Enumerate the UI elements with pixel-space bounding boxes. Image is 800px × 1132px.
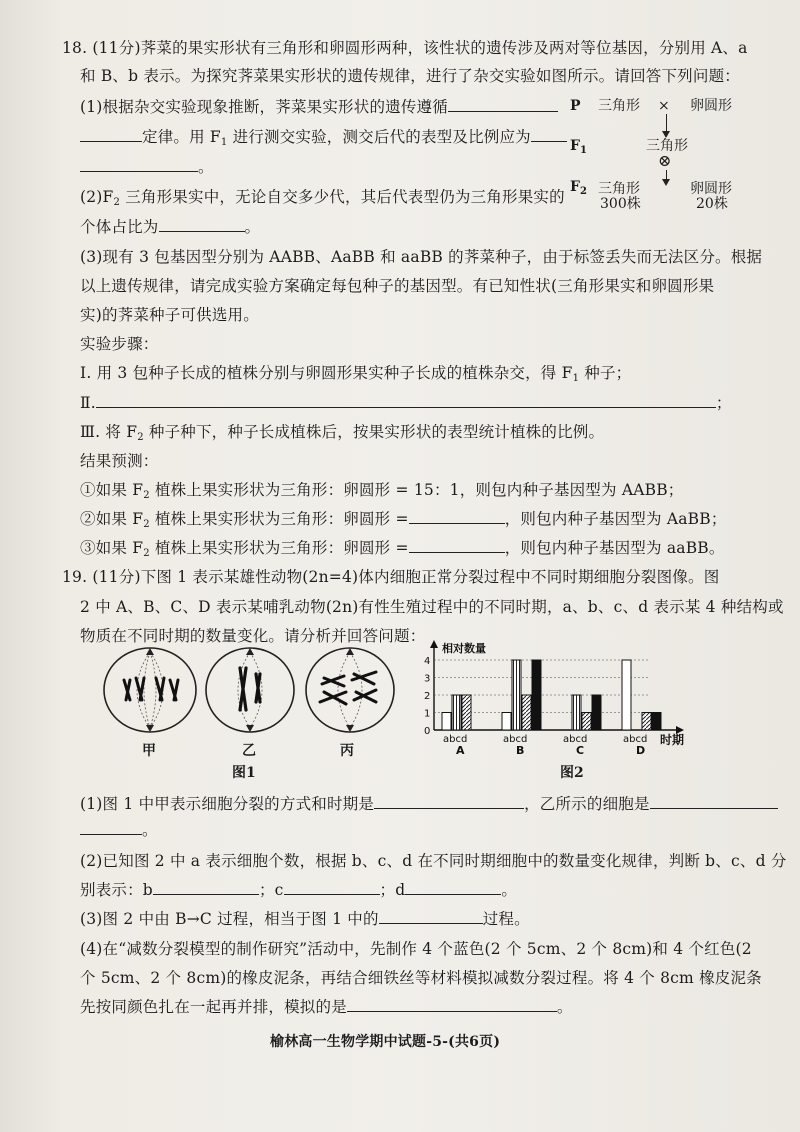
figure1-title: 图1 [232,765,256,781]
q18-part1-c: 。 [80,157,214,177]
q19-part2-b: 别表示：b ；c ；d 。 [80,881,518,899]
steps-title: 实验步骤： [80,335,159,353]
category-label-C: C [576,744,585,757]
q18-part2-a: $(2)F_2$ 三角形果实中，无论自交多少代，其后代表型仍为三角形果实的 [80,188,565,208]
figure1-cells [100,638,400,738]
q18-part3-a: (3)现有 3 包基因型分别为 AABB、AaBB 和 aaBB 的荠菜种子，由于标签丢失而无法区分。根据 [80,248,763,266]
bar-letters-C: abcd [563,734,588,745]
bar-A-a [442,713,451,731]
q19-part2-a: (2)已知图 2 中 a 表示细胞个数，根据 b、c、d 在不同时期细胞中的数量变化规律，判断 b、c、d 分 [80,852,787,870]
arrow-p-to-f1 [666,114,667,132]
cross-p-oval: 卵圆形 [690,98,732,114]
cell-jia [104,648,196,732]
figure2-bar-chart [410,640,710,758]
q19-part3: (3)图 2 中由 B→C 过程，相当于图 1 中的 过程。 [80,910,530,928]
cross-f2-triangle: 三角形 [598,181,640,197]
x-axis-label: 时期 [660,733,685,747]
cell-bing [306,648,394,732]
q19-part4-a: (4)在“减数分裂模型的制作研究”活动中，先制作 4 个蓝色(2 个 5cm、2 个 8cm)和 4 个红色(2 [80,940,752,958]
q18-line2: 和 B、b 表示。为探究荠菜果实形状的遗传规律，进行了杂交实验如图所示。请回答下列问题： [80,67,740,85]
bar-D-c [642,713,651,731]
q19-line3: 物质在不同时期的数量变化。请分析并回答问题： [80,627,426,645]
cross-f2-oval-count: 20株 [696,196,728,212]
bar-B-b [512,660,521,730]
bar-letters-B: abcd [503,734,528,745]
bar-C-d [592,695,601,730]
result-3: ③如果 $F_2$ 植株上果实形状为三角形：卵圆形 = ，则包内种子基因型为 aaBB。 [80,539,725,559]
figure2-title: 图2 [560,765,584,781]
category-label-A: A [456,744,465,757]
y-tick-label: 0 [424,726,431,737]
result-1: ①如果 $F_2$ 植株上果实形状为三角形：卵圆形 = 15：1，则包内种子基因型为 AABB； [80,481,684,501]
bar-letters-A: abcd [443,734,468,745]
bar-B-c [522,695,531,730]
q19-line1: 19. (11分)下图 1 表示某雄性动物(2n=4)体内细胞正常分裂过程中不同时期细胞分裂图像。图 [62,568,720,586]
cross-f1-triangle: 三角形 [646,138,688,154]
bar-A-c [462,695,471,730]
q19-line2: 2 中 A、B、C、D 表示某哺乳动物(2n)有性生殖过程中的不同时期，a、b、c、d 表示某 4 种结构或 [80,598,784,616]
bar-C-c [582,713,591,731]
bar-D-d [652,713,661,731]
result-title: 结果预测： [80,452,159,470]
q19-part4-c: 先按同颜色扎在一起再并排，模拟的是 。 [80,998,573,1016]
cross-f2-label: $F_2$ [570,179,587,197]
bar-C-b [572,695,581,730]
bar-letters-D: abcd [623,734,648,745]
result-2: ②如果 $F_2$ 植株上果实形状为三角形：卵圆形 = ，则包内种子基因型为 AaBB； [80,510,727,530]
bar-A-b [452,695,461,730]
y-tick-label: 2 [424,691,431,702]
y-axis-label: 相对数量 [442,642,486,655]
bar-B-a [502,713,511,731]
q18-part1-a: (1)根据杂交实验现象推断，荠菜果实形状的遗传遵循 [80,97,558,117]
arrow-f1-to-f2 [666,170,667,180]
bar-B-d [532,660,541,730]
q19-part1-a: (1)图 1 中甲表示细胞分裂的方式和时期是 ，乙所示的细胞是 [80,794,778,814]
q18-line1: 18. (11分)荠菜的果实形状有三角形和卵圆形两种，该性状的遗传涉及两对等位基因，分别用 A、a [62,39,748,57]
cell-label-bing: 丙 [340,743,354,759]
q18-part2-b: 个体占比为 。 [80,218,261,236]
q18-part1-b: 定律。用 $F_1$ 进行测交实验，测交后代的表型及比例应为 [80,127,567,153]
category-label-B: B [516,744,525,757]
cross-f2-triangle-count: 300株 [600,196,641,212]
step-2: Ⅱ. ； [80,394,732,412]
q19-part1-b: 。 [80,820,158,840]
step-1: Ⅰ. 用 3 包种子长成的植株分别与卵圆形果实种子长成的植株杂交，得 $F_1$ 种子； [80,364,632,384]
bar-D-a [622,660,631,730]
cross-p-label: P [570,98,581,114]
cross-self-icon: ⊗ [658,151,672,170]
q18-part3-c: 实)的荠菜种子可供选用。 [80,306,259,324]
cell-label-yi: 乙 [242,743,256,759]
q18-part3-b: 以上遗传规律，请完成实验方案确定每包种子的基因型。有已知性状(三角形果实和卵圆形果 [80,277,715,295]
page-footer: 榆林高一生物学期中试题-5-(共6页) [270,1034,501,1050]
cross-times: × [658,98,670,114]
y-axis-arrow [430,640,438,648]
q19-part4-b: 个 5cm、2 个 8cm)的橡皮泥条，再结合细铁丝等材料模拟减数分裂过程。将 4 个 8cm 橡皮泥条 [80,969,762,987]
cross-p-triangle: 三角形 [598,98,640,114]
y-tick-label: 3 [424,673,431,685]
cell-label-jia: 甲 [142,743,156,759]
step-3: Ⅲ. 将 $F_2$ 种子种下，种子长成植株后，按果实形状的表型统计植株的比例。 [80,423,605,443]
cross-f1-label: $F_1$ [570,138,587,156]
cell-yi [206,648,294,732]
category-label-D: D [636,744,646,757]
cross-f2-oval: 卵圆形 [690,181,732,197]
y-tick-label: 4 [424,656,431,667]
y-tick-label: 1 [424,708,431,720]
